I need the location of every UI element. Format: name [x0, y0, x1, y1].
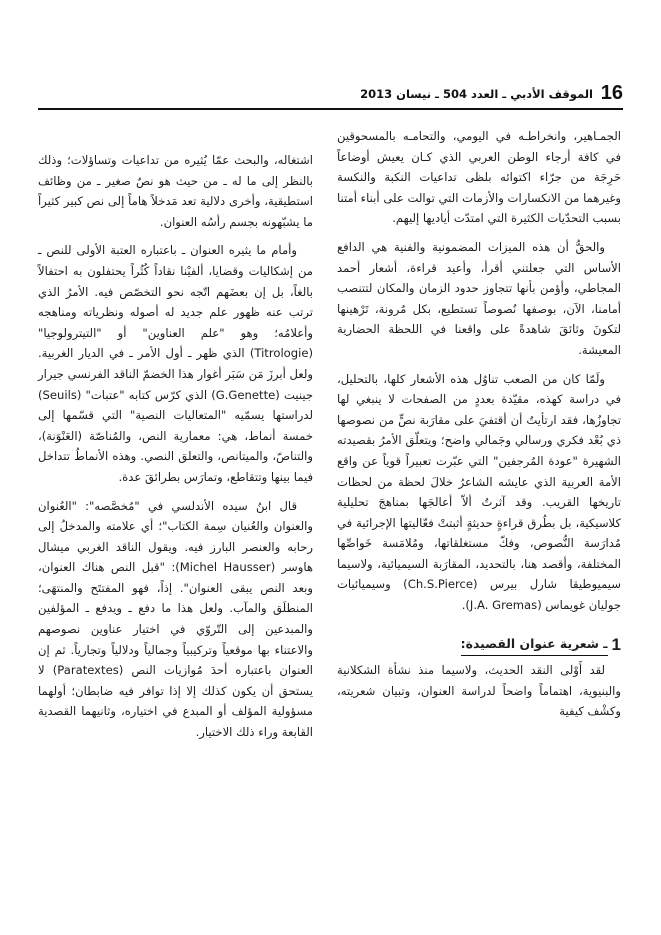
paragraph: وأمام ما يثيره العنوان ـ باعتباره العتبة الأولى للنص ـ من إشكاليات وقضايا، ألفيْنا نقاداً كُثُراً يحتفلون به احتفالاً بالغاً، بل إن بعضَهم اتّجه نحو التخصّص فيه. الأمرُ الذي ترتب عنه ظهور علم جديد له أصوله ونظرياته ومناهجه وأعلامُه؛ وهو "علم العناوين" أو "التيترولوجيا" (Titrologie) الذي ظهر ـ أول الأمر ـ في الديار الغربية. ولعل أبرزَ مَن سَبَر أغوار هذا الخضمّ الناقد الفرنسي جيرار جينيت (G.Genette) الذي كرّس كتابه "عتبات" (Seuils) لدراستها يسمّيه "المتعاليات النصية" التي قسّمها إلى خمسة أنماط، هي: معمارية النص، والمُناصّة (العَنْوَنة)، والتناصّ، والميتانص، والتعلق النصي. وهذه الأنماطُ تتداخل فيما بينها وتتقاطع، وتمارَس بطرائقَ عدة. — [38, 243, 313, 484]
section-title: ـ شعرية عنوان القصيدة: — [461, 634, 608, 657]
section-heading — [337, 634, 621, 657]
paragraph: والحقُّ أن هذه الميزات المضمونية والفنية هي الدافع الأساس التي جعلتني أقرأ، وأعيد قراءة، أشعار أحمد المجاطي، وأؤمن بأنها تتجاوز حدود الزمان والمكان لتتنصب أمامنا، الآن، بوصفها نُصوصاً تستطيع، بكل مُرونة، تَرْهينها لتكونَ وثائقَ شاهدةً على واقعنا في اللحظة الحضارية المعيشة. — [337, 239, 621, 357]
left-column — [38, 150, 313, 751]
paragraph: الجمـاهير، وانخراطـه في اليومي، والتحامـه بالمسحوقين في كافة أرجاء الوطن العربي الذي كـان يعيش أوضاعاً حَرِجَة من جرّاء اكتوائه بلظى تداعيات النكبة والنكسة وغيرهما من الانكسارات والأزمات التي توالت على أبناء أمتنا بسبب التحدّيات الكثيرة التي امتدّت أياديها إليهم. — [337, 129, 621, 226]
running-head: الموقف الأدبي ـ العدد 504 ـ نيسان 2013 — [360, 87, 593, 101]
page-number: 16 — [600, 82, 623, 104]
page-header — [38, 84, 623, 110]
paragraph: لقد أَوْلى النقد الحديث، ولاسيما منذ نشأة الشكلانية والبنيوية، اهتماماً واضحاً لدراسة العنوان، وتبيان شعريته، وكشْف كيفية — [337, 663, 621, 719]
right-column — [337, 126, 621, 730]
header-rule — [38, 108, 623, 110]
paragraph: اشتغاله، والبحث عمّا يُثيره من تداعيات وتساؤلات؛ وذلك بالنظر إلى ما له ـ من حيث هو نصٌ صغير ـ من وظائف استطيقية، وأخرى دلالية تعد مَدخلاً هاماً إلى نص كبير كثيراً ما يشبّهونه بجسم رأسُه العنوان. — [38, 153, 313, 229]
paragraph: قال ابنُ سيده الأندلسي في "مُخصَّصه": "العُنوان والعنوان والعُنيان سِمة الكتاب"؛ أي علامته والمدخلُ إلى رحابه والعنصر البارز فيه. ويقول الناقد الغربي ميشال هاوسر (Michel Hausser): "قبل النص هناك العنوان، وبعد النص يبقى العنوان". إذاً، فهو المفتتَح والمنتهَى؛ المنطلَق والمآب. ولعل هذا ما دفع ـ ويدفع ـ المؤلفين والمبدعين إلى التّروّي في اختيار عناوين نصوصهم والاعتناء بها موقعياً وتركيبياً وجمالياً ودلالياً وتجارياً. ثم إن العنوان باعتباره أحدَ مُوازيات النص (Paratextes) لا يستحق أن يكون كذلك إلا إذا توافر فيه ضابطان؛ أولهما مسؤولية المؤلف أو المبدع في اختياره، وثانيهما القصدية القابعة وراء ذلك الاختيار. — [38, 498, 313, 740]
paragraph: ولَمّا كان من الصعب تناوُل هذه الأشعار كلها، بالتحليل، في دراسة كهذه، مقيّدة بعددٍ من الصفحات لا ينبغي لها تجاوزُها، فقد ارتأيتُ أن أقتفيَ على مقارَبة نصٍّ من نصوصها ذي بُعْد فكري ورسالي وجَمالي واضح؛ ويتعلّق الأمرُ بقصيدته الشهيرة "عودة المُرجفين" التي عبّرت تعبيراً قوياً عن واقع الأمة العربية الذي عايشه الشاعرُ خلالَ لحظة من لحظات تاريخها القريب. وقد آثرتُ ألاّ أعالجَها بمناهجَ تحليلية كلاسيكية، بل بطُرق قراءةٍ حديثةٍ أثبتتْ فعّاليتها الإجرائية في مُدارَسة النُّصوص، وفكّ مستغلقاتها، ومُلامَسة خَواصِّها المختلفة، وأقصد هنا، بالتحديد، المقارَبة السيميائية، ولاسيما سيميوطيقا شارل بيرس (Ch.S.Pierce) وسيميائيات جوليان غويماس (J.A. Gremas). — [337, 371, 621, 613]
section-number: 1 — [611, 634, 621, 654]
